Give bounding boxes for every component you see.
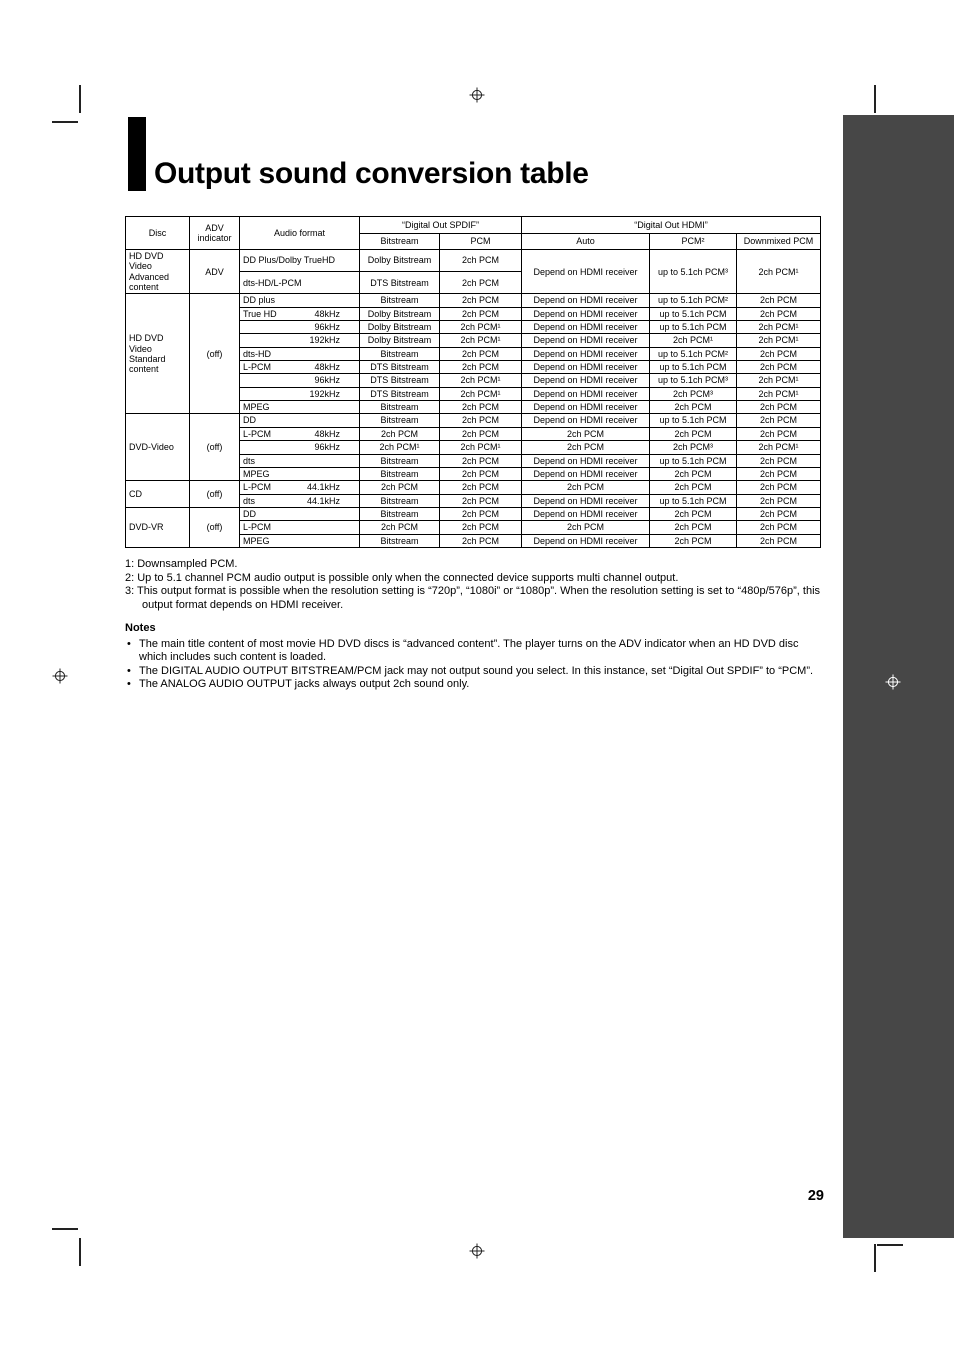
downmixed-cell: 2ch PCM¹ [737, 441, 821, 454]
format-cell: MPEG [240, 534, 360, 547]
header-pcm: PCM [440, 234, 522, 250]
auto-cell: Depend on HDMI receiver [522, 321, 650, 334]
format-cell: dts-HD/L-PCM [240, 272, 360, 294]
header-adv-indicator [190, 217, 240, 250]
downmixed-cell: 2ch PCM [737, 521, 821, 534]
pcm-cell: 2ch PCM [440, 427, 522, 440]
downmixed-cell: 2ch PCM¹ [737, 334, 821, 347]
notes-title: Notes [125, 622, 156, 634]
pcm2-cell: 2ch PCM [650, 481, 737, 494]
format-cell: DD plus [240, 294, 360, 307]
format-cell: L-PCM [240, 521, 360, 534]
bitstream-cell: DTS Bitstream [360, 387, 440, 400]
format-cell [240, 481, 360, 494]
format-cell [240, 334, 360, 347]
format-khz: 48kHz [314, 362, 340, 373]
downmixed-cell: 2ch PCM [737, 481, 821, 494]
format-khz: 44.1kHz [306, 495, 340, 506]
format-khz: 192kHz [309, 388, 340, 399]
pcm-cell: 2ch PCM [440, 307, 522, 320]
pcm-cell: 2ch PCM [440, 250, 522, 272]
pcm2-cell: 2ch PCM [650, 507, 737, 520]
auto-cell: Depend on HDMI receiver [522, 414, 650, 427]
bitstream-cell: Bitstream [360, 347, 440, 360]
header-digital-out-spdif: “Digital Out SPDIF” [360, 217, 522, 234]
format-name: L-PCM [243, 362, 272, 373]
pcm2-cell: up to 5.1ch PCM² [650, 347, 737, 360]
adv-cell: (off) [190, 414, 240, 481]
downmixed-cell: 2ch PCM [737, 401, 821, 414]
pcm-cell: 2ch PCM [440, 361, 522, 374]
format-cell: MPEG [240, 467, 360, 480]
pcm2-cell: up to 5.1ch PCM [650, 414, 737, 427]
format-cell [240, 374, 360, 387]
auto-cell: Depend on HDMI receiver [522, 294, 650, 307]
disc-cell: DVD-VR [126, 507, 190, 547]
registration-mark-top-icon [469, 87, 485, 103]
pcm2-cell: up to 5.1ch PCM³ [650, 374, 737, 387]
pcm-cell: 2ch PCM¹ [440, 374, 522, 387]
bitstream-cell: Bitstream [360, 414, 440, 427]
format-cell [240, 441, 360, 454]
pcm-cell: 2ch PCM¹ [440, 321, 522, 334]
downmixed-cell: 2ch PCM¹ [737, 387, 821, 400]
header-adv-line2: indicator [197, 233, 232, 243]
adv-cell: ADV [190, 250, 240, 294]
pcm-cell: 2ch PCM [440, 507, 522, 520]
crop-mark-bottom-left-horizontal [52, 1228, 78, 1230]
header-adv-line1: ADV [205, 222, 224, 233]
format-cell: DD [240, 414, 360, 427]
bitstream-cell: 2ch PCM¹ [360, 441, 440, 454]
downmixed-cell: 2ch PCM [737, 361, 821, 374]
pcm2-cell: 2ch PCM [650, 534, 737, 547]
pcm-cell: 2ch PCM [440, 401, 522, 414]
format-khz: 48kHz [314, 428, 340, 439]
title-accent-bar [128, 117, 146, 191]
footnote-2: 2: Up to 5.1 channel PCM audio output is possible only when the connected device supports multi channel output. [125, 571, 679, 584]
page-title: Output sound conversion table [154, 157, 589, 190]
bitstream-cell: 2ch PCM [360, 427, 440, 440]
downmixed-cell: 2ch PCM [737, 494, 821, 507]
bitstream-cell: Bitstream [360, 534, 440, 547]
crop-mark-top-left-vertical [79, 85, 81, 113]
title-block [128, 117, 589, 191]
pcm-cell: 2ch PCM¹ [440, 387, 522, 400]
downmixed-cell: 2ch PCM [737, 307, 821, 320]
bitstream-cell: Dolby Bitstream [360, 250, 440, 272]
header-bitstream: Bitstream [360, 234, 440, 250]
auto-cell: 2ch PCM [522, 481, 650, 494]
bitstream-cell: Bitstream [360, 454, 440, 467]
format-cell: MPEG [240, 401, 360, 414]
footnote-3: 3: This output format is possible when the resolution setting is “720p”, “1080i” or “1080p”. When the resolution setting is set to “480p/576p”, this output format depends on HDMI receiver. [125, 585, 821, 611]
registration-mark-bottom-icon [469, 1243, 485, 1259]
format-cell: DD Plus/Dolby TrueHD [240, 250, 360, 272]
auto-cell: Depend on HDMI receiver [522, 250, 650, 294]
footnote-1: 1: Downsampled PCM. [125, 558, 238, 570]
bitstream-cell: Bitstream [360, 507, 440, 520]
disc-cell: HD DVD Video Standard content [126, 294, 190, 414]
pcm2-cell: up to 5.1ch PCM [650, 494, 737, 507]
format-name: L-PCM [243, 482, 272, 493]
bitstream-cell: 2ch PCM [360, 521, 440, 534]
auto-cell: Depend on HDMI receiver [522, 347, 650, 360]
pcm2-cell: up to 5.1ch PCM [650, 361, 737, 374]
header-auto: Auto [522, 234, 650, 250]
pcm2-cell: 2ch PCM³ [650, 441, 737, 454]
adv-cell: (off) [190, 294, 240, 414]
crop-mark-bottom-left-vertical [79, 1238, 81, 1266]
auto-cell: Depend on HDMI receiver [522, 494, 650, 507]
auto-cell: Depend on HDMI receiver [522, 334, 650, 347]
downmixed-cell: 2ch PCM [737, 427, 821, 440]
crop-mark-bottom-right-vertical [874, 1244, 876, 1272]
format-name: True HD [243, 308, 277, 319]
table-row [126, 250, 821, 272]
crop-mark-bottom-right-horizontal [877, 1244, 903, 1246]
footnotes [125, 558, 830, 612]
bitstream-cell: Bitstream [360, 294, 440, 307]
pcm-cell: 2ch PCM¹ [440, 441, 522, 454]
pcm-cell: 2ch PCM [440, 494, 522, 507]
downmixed-cell: 2ch PCM [737, 507, 821, 520]
pcm2-cell: up to 5.1ch PCM³ [650, 250, 737, 294]
pcm2-cell: up to 5.1ch PCM [650, 454, 737, 467]
auto-cell: Depend on HDMI receiver [522, 454, 650, 467]
format-cell: DD [240, 507, 360, 520]
format-cell [240, 321, 360, 334]
format-cell [240, 494, 360, 507]
bitstream-cell: Dolby Bitstream [360, 307, 440, 320]
bitstream-cell: DTS Bitstream [360, 272, 440, 294]
format-cell [240, 361, 360, 374]
header-audio-format: Audio format [240, 217, 360, 250]
format-khz: 96kHz [314, 322, 340, 333]
adv-cell: (off) [190, 481, 240, 508]
pcm-cell: 2ch PCM¹ [440, 334, 522, 347]
bitstream-cell: Bitstream [360, 401, 440, 414]
format-khz: 96kHz [314, 442, 340, 453]
note-item: • The main title content of most movie HD DVD discs is “advanced content”. The player turns on the ADV indicator when an HD DVD disc which includes such content is loaded. [125, 638, 820, 665]
pcm-cell: 2ch PCM [440, 294, 522, 307]
bitstream-cell: Dolby Bitstream [360, 321, 440, 334]
table-row [126, 414, 821, 427]
downmixed-cell: 2ch PCM¹ [737, 250, 821, 294]
auto-cell: Depend on HDMI receiver [522, 307, 650, 320]
pcm2-cell: up to 5.1ch PCM [650, 321, 737, 334]
pcm2-cell: 2ch PCM [650, 521, 737, 534]
format-khz: 96kHz [314, 375, 340, 386]
format-name: dts [243, 495, 256, 506]
downmixed-cell: 2ch PCM [737, 467, 821, 480]
bitstream-cell: Bitstream [360, 494, 440, 507]
downmixed-cell: 2ch PCM [737, 347, 821, 360]
crop-mark-top-right-vertical [874, 85, 876, 113]
pcm2-cell: 2ch PCM [650, 467, 737, 480]
note-item: • The ANALOG AUDIO OUTPUT jacks always output 2ch sound only. [125, 678, 820, 692]
auto-cell: 2ch PCM [522, 427, 650, 440]
disc-cell: HD DVD Video Advanced content [126, 250, 190, 294]
pcm2-cell: up to 5.1ch PCM [650, 307, 737, 320]
registration-mark-right-icon [885, 674, 901, 690]
downmixed-cell: 2ch PCM [737, 294, 821, 307]
pcm-cell: 2ch PCM [440, 347, 522, 360]
table-row [126, 507, 821, 520]
pcm-cell: 2ch PCM [440, 414, 522, 427]
format-cell [240, 427, 360, 440]
pcm-cell: 2ch PCM [440, 272, 522, 294]
bitstream-cell: DTS Bitstream [360, 374, 440, 387]
format-cell: dts-HD [240, 347, 360, 360]
pcm-cell: 2ch PCM [440, 454, 522, 467]
downmixed-cell: 2ch PCM [737, 454, 821, 467]
auto-cell: Depend on HDMI receiver [522, 401, 650, 414]
header-disc: Disc [126, 217, 190, 250]
registration-mark-left-icon [52, 668, 68, 684]
downmixed-cell: 2ch PCM [737, 414, 821, 427]
auto-cell: Depend on HDMI receiver [522, 387, 650, 400]
format-name: L-PCM [243, 428, 272, 439]
auto-cell: 2ch PCM [522, 441, 650, 454]
pcm-cell: 2ch PCM [440, 481, 522, 494]
format-cell [240, 387, 360, 400]
pcm-cell: 2ch PCM [440, 534, 522, 547]
pcm-cell: 2ch PCM [440, 521, 522, 534]
auto-cell: Depend on HDMI receiver [522, 534, 650, 547]
format-cell [240, 307, 360, 320]
page-number: 29 [807, 1188, 824, 1204]
output-sound-conversion-table [125, 216, 821, 548]
notes-section [125, 622, 820, 692]
disc-cell: DVD-Video [126, 414, 190, 481]
header-pcm2: PCM² [650, 234, 737, 250]
pcm2-cell: 2ch PCM [650, 427, 737, 440]
header-downmixed-pcm: Downmixed PCM [737, 234, 821, 250]
table-row [126, 481, 821, 494]
bitstream-cell: 2ch PCM [360, 481, 440, 494]
bitstream-cell: Bitstream [360, 467, 440, 480]
auto-cell: 2ch PCM [522, 521, 650, 534]
pcm2-cell: 2ch PCM [650, 401, 737, 414]
crop-mark-top-left-horizontal [52, 121, 78, 123]
format-cell: dts [240, 454, 360, 467]
auto-cell: Depend on HDMI receiver [522, 374, 650, 387]
note-item: • The DIGITAL AUDIO OUTPUT BITSTREAM/PCM jack may not output sound you select. In this instance, set “Digital Out SPDIF” to “PCM”. [125, 665, 820, 679]
pcm2-cell: 2ch PCM³ [650, 387, 737, 400]
adv-cell: (off) [190, 507, 240, 547]
pcm2-cell: 2ch PCM¹ [650, 334, 737, 347]
pcm-cell: 2ch PCM [440, 467, 522, 480]
header-digital-out-hdmi: “Digital Out HDMI” [522, 217, 821, 234]
pcm2-cell: up to 5.1ch PCM² [650, 294, 737, 307]
format-khz: 48kHz [314, 308, 340, 319]
table-header-row [126, 217, 821, 234]
auto-cell: Depend on HDMI receiver [522, 467, 650, 480]
downmixed-cell: 2ch PCM [737, 534, 821, 547]
conversion-table-wrapper [125, 216, 821, 548]
format-khz: 192kHz [309, 335, 340, 346]
table-row [126, 294, 821, 307]
auto-cell: Depend on HDMI receiver [522, 507, 650, 520]
auto-cell: Depend on HDMI receiver [522, 361, 650, 374]
format-khz: 44.1kHz [306, 482, 340, 493]
downmixed-cell: 2ch PCM¹ [737, 321, 821, 334]
bitstream-cell: Dolby Bitstream [360, 334, 440, 347]
downmixed-cell: 2ch PCM¹ [737, 374, 821, 387]
bitstream-cell: DTS Bitstream [360, 361, 440, 374]
disc-cell: CD [126, 481, 190, 508]
